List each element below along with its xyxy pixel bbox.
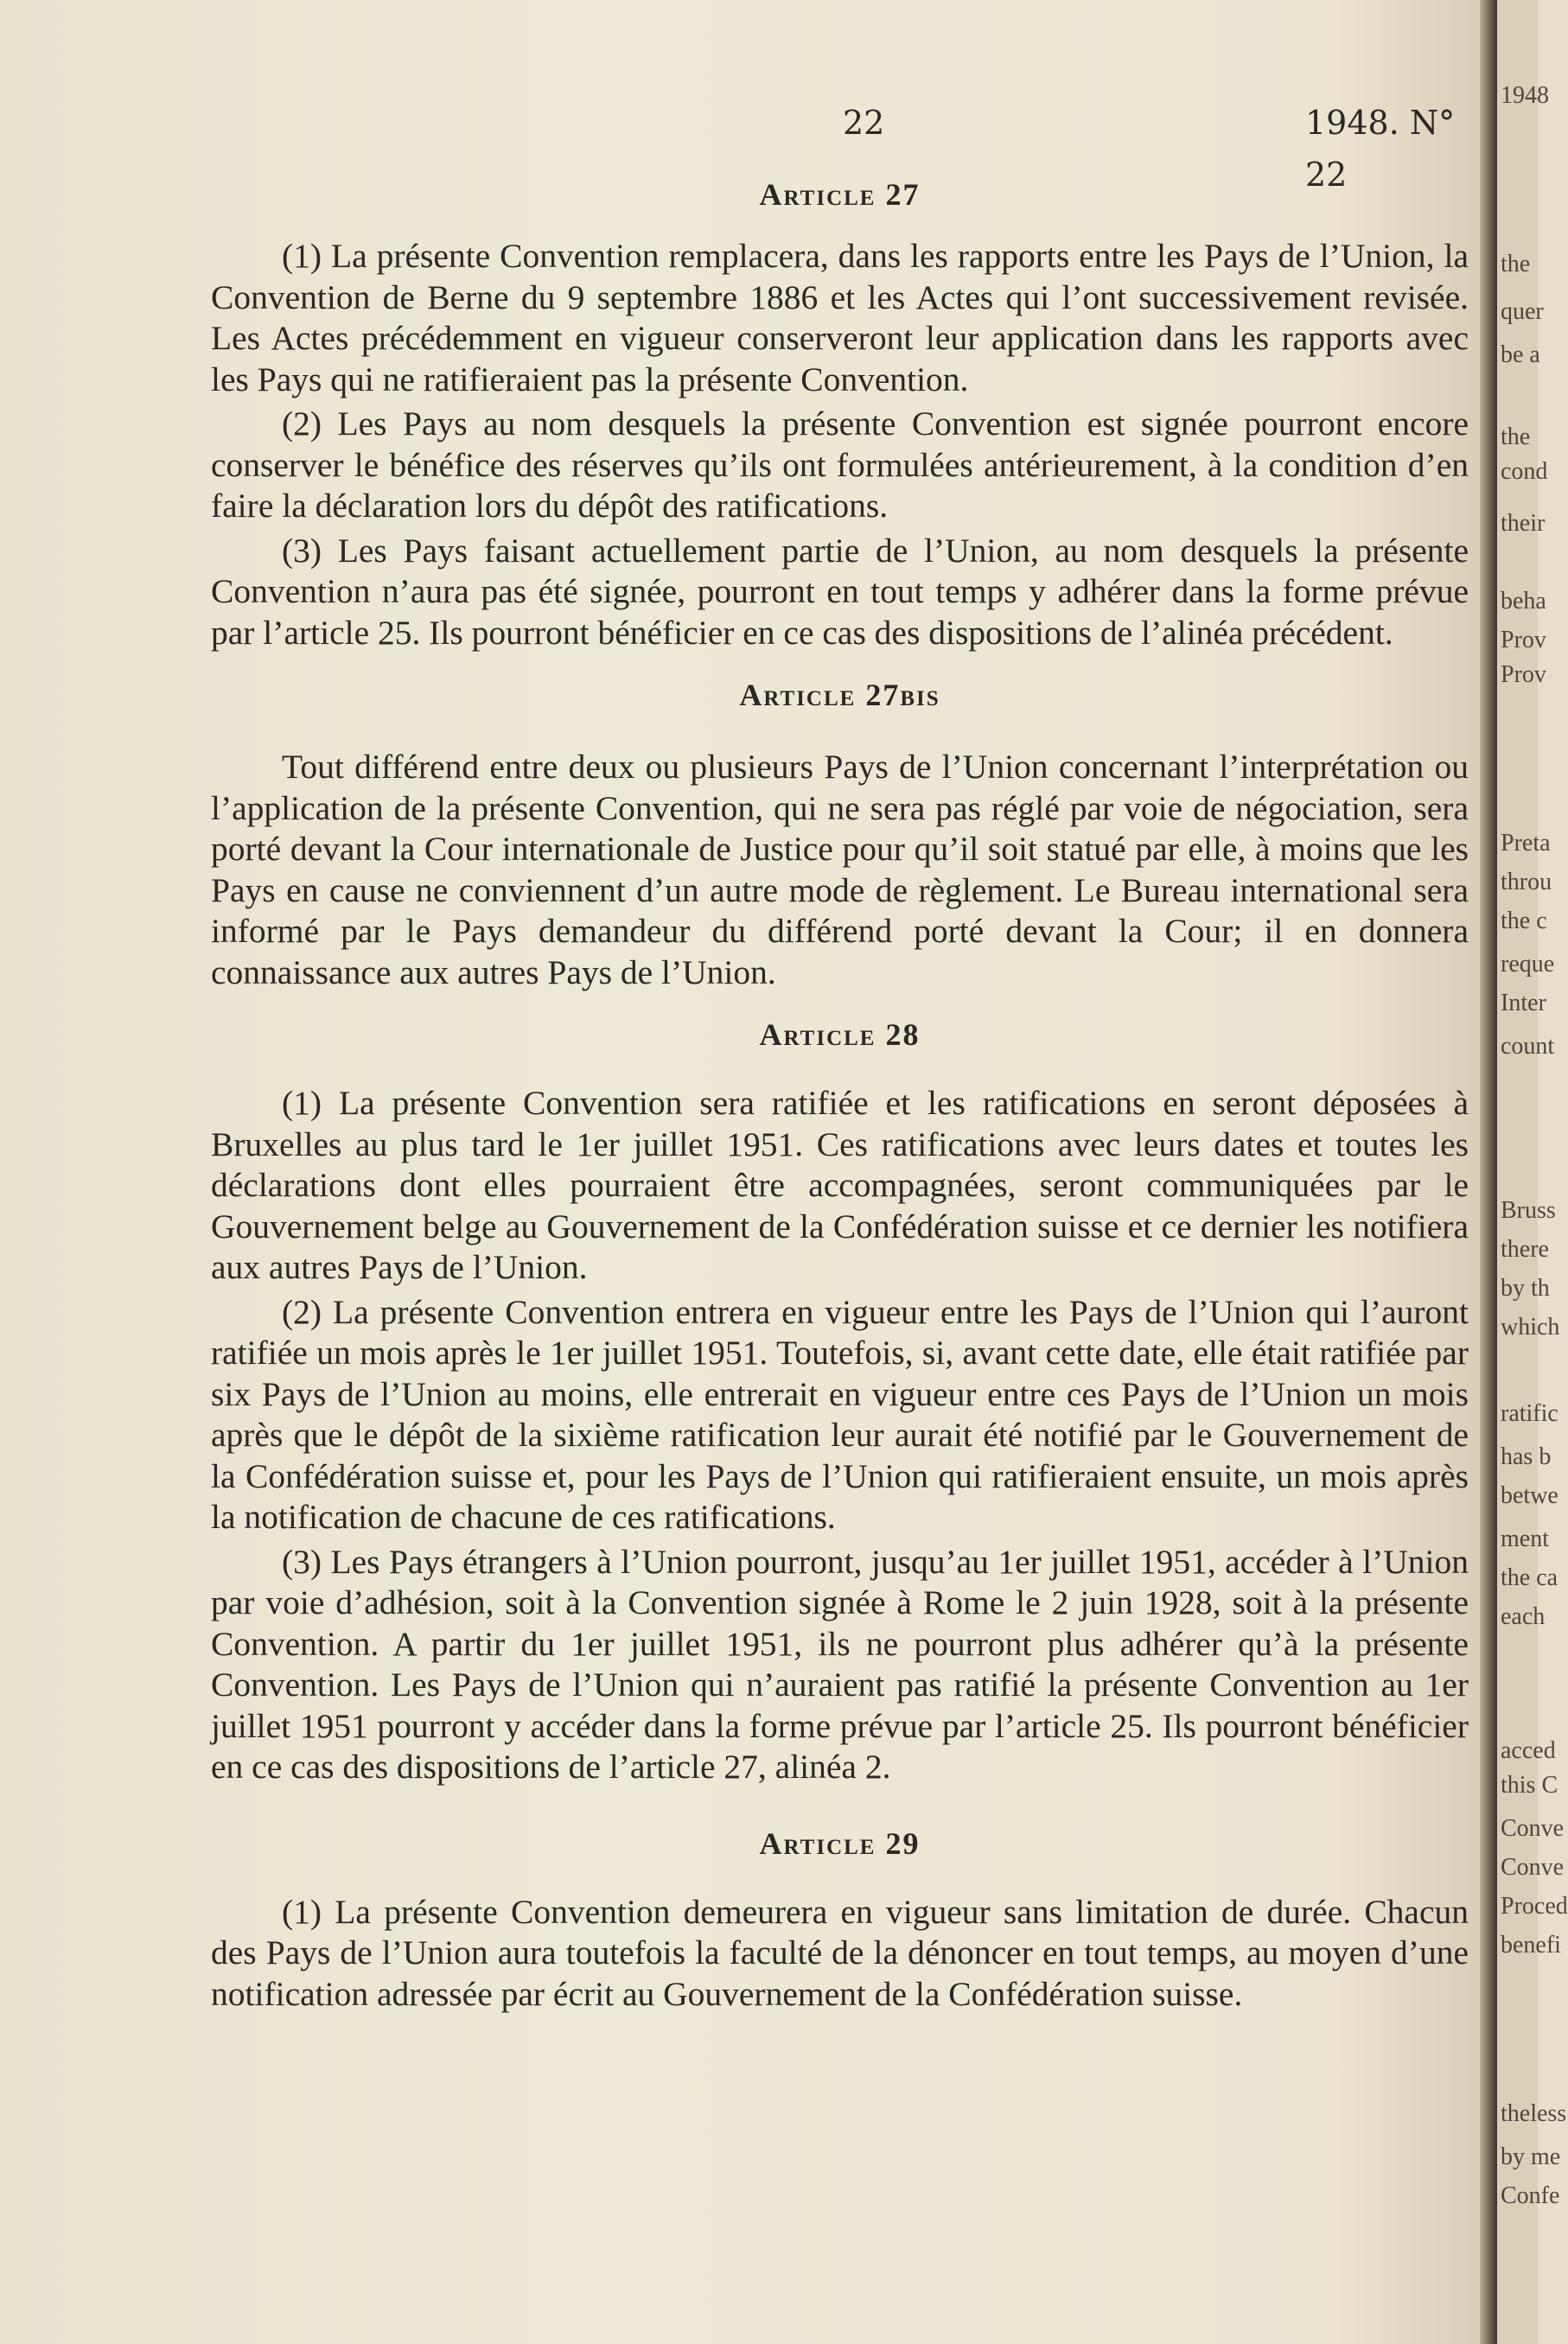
adjacent-page-fragment: Prov — [1501, 661, 1546, 688]
adjacent-page-fragment: Bruss — [1501, 1197, 1556, 1224]
adjacent-page-fragment: quer — [1501, 298, 1544, 325]
adjacent-page-fragment: their — [1501, 510, 1546, 537]
adjacent-page-fragment: Confe — [1501, 2182, 1560, 2209]
adjacent-page-fragment: which — [1501, 1314, 1560, 1341]
adjacent-page-fragment: Preta — [1501, 830, 1551, 857]
adjacent-page-fragment: benefi — [1501, 1932, 1561, 1959]
adjacent-page-fragment: theless — [1501, 2100, 1567, 2127]
adjacent-page-fragment: the ca — [1501, 1564, 1558, 1591]
page-number: 22 — [843, 104, 885, 142]
adjacent-page-fragment: this C — [1501, 1772, 1558, 1799]
adjacent-page-fragment: betwe — [1501, 1482, 1558, 1509]
article-heading: Article 28 — [759, 1017, 921, 1052]
paragraph: (1) La présente Convention remplacera, dans les rapports entre les Pays de l’Union, la Convention de Berne du 9 septembre 1886 et les Actes qui l’ont successivement revisée. Les Actes précédemment en vigueur conserveront leur application dans les rapports avec les Pays qui ne ratifieraient pas la présente Convention. — [211, 237, 1469, 398]
adjacent-page-fragment: cond — [1501, 458, 1548, 485]
adjacent-page-fragment: the c — [1501, 908, 1547, 934]
adjacent-page-fragment: Conve — [1501, 1854, 1565, 1881]
adjacent-page-fragment: be a — [1501, 341, 1540, 368]
adjacent-page-fragment: throu — [1501, 869, 1552, 895]
paragraph: (1) La présente Convention demeurera en vigueur sans limitation de durée. Chacun des Pays de l’Union aura toutefois la faculté de la dénoncer en tout temps, au moyen d’une notification adressée par écrit au Gouvernement de la Confédération suisse. — [211, 1892, 1469, 2013]
page-header — [0, 97, 1480, 194]
adjacent-page-fragment: the — [1501, 424, 1531, 450]
paragraph: (3) Les Pays étrangers à l’Union pourront, jusqu’au 1er juillet 1951, accéder à l’Union par voie d’adhésion, soit à la Convention signée à Rome le 2 juin 1928, soit à la présente Convention. A partir du 1er juillet 1951, ils ne pourront plus adhérer qu’à la présente Convention. Les Pays de l’Union qui n’auraient pas ratifié la présente Convention au 1er juillet 1951 pourront y accéder dans la forme prévue par l’article 25. Ils pourront bénéficier en ce cas des dispositions de l’article 27, alinéa 2. — [211, 1542, 1469, 1786]
article-29 — [211, 1818, 1469, 2016]
adjacent-page-fragment: reque — [1501, 951, 1555, 978]
adjacent-page-fragment: has b — [1501, 1443, 1552, 1470]
adjacent-page-fragment: the — [1501, 251, 1531, 277]
paragraph: Tout différend entre deux ou plusieurs Pays de l’Union concernant l’interprétation ou l’application de la présente Convention, qui ne sera pas réglé par voie de négociation, sera porté devant la Cour internationale de Justice pour qu’il soit statué par elle, à moins que les Pays en cause ne conviennent d’un autre mode de règlement. Le Bureau international sera informé par le Pays demandeur du différend porté devant la Cour; il en donnera connaissance aux autres Pays de l’Union. — [211, 748, 1469, 991]
header-year-number: 1948. N° 22 — [1305, 104, 1456, 194]
book-gutter — [1480, 0, 1497, 2344]
article-27bis — [211, 669, 1469, 993]
adjacent-page-edge — [1497, 0, 1568, 2344]
adjacent-page-header: 1948 — [1501, 82, 1549, 109]
adjacent-page-fragment: Proced — [1501, 1893, 1568, 1920]
adjacent-page-fragment: beha — [1501, 588, 1546, 615]
adjacent-page-fragment: by me — [1501, 2143, 1561, 2170]
document-body — [211, 169, 1469, 2018]
adjacent-page-fragment: there — [1501, 1236, 1549, 1263]
adjacent-page-fragment: count — [1501, 1033, 1555, 1060]
adjacent-page-fragment: by th — [1501, 1275, 1550, 1302]
paragraph: (3) Les Pays faisant actuellement partie de l’Union, au nom desquels la présente Convention n’aura pas été signée, pourront en tout temps y adhérer dans la forme prévue par l’article 25. Ils pourront bénéficier en ce cas des dispositions de l’alinéa précédent. — [211, 531, 1469, 652]
adjacent-page-fragment: Inter — [1501, 990, 1546, 1016]
adjacent-page-fragment: ment — [1501, 1526, 1549, 1552]
paragraph: (2) Les Pays au nom desquels la présente Convention est signée pourront encore conserver le bénéfice des réserves qu’ils ont formulées antérieurement, à la condition d’en faire la déclaration lors du dépôt des ratifications. — [211, 404, 1469, 525]
article-28 — [211, 1009, 1469, 1788]
article-27 — [211, 169, 1469, 653]
article-heading: Article 27bis — [739, 678, 940, 712]
paragraph: (2) La présente Convention entrera en vigueur entre les Pays de l’Union qui l’auront ratifiée un mois après le 1er juillet 1951. Toutefois, si, avant cette date, elle était ratifiée par six Pays de l’Union au moins, elle entrerait en vigueur entre ces Pays de l’Union un mois après que le dépôt de la sixième ratification leur aurait été notifié par le Gouvernement de la Confédération suisse et, pour les Pays de l’Union qui ratifieraient ensuite, un mois après la notification de chacune de ces ratifications. — [211, 1292, 1469, 1536]
article-heading: Article 29 — [759, 1825, 921, 1861]
adjacent-page-fragment: Conve — [1501, 1815, 1565, 1842]
article-heading: Article 27 — [759, 177, 921, 212]
paragraph: (1) La présente Convention sera ratifiée et les ratifications en seront déposées à Bruxelles au plus tard le 1er juillet 1951. Ces ratifications avec leurs dates et toutes les déclarations dont elles pourraient être accompagnées, seront communiquées par le Gouvernement belge au Gouvernement de la Confédération suisse et ce dernier les notifiera aux autres Pays de l’Union. — [211, 1084, 1469, 1286]
adjacent-page-fragment: each — [1501, 1603, 1546, 1630]
adjacent-page-fragment: acced — [1501, 1737, 1556, 1764]
adjacent-page-fragment: ratific — [1501, 1400, 1558, 1427]
adjacent-page-fragment: Prov — [1501, 627, 1546, 653]
